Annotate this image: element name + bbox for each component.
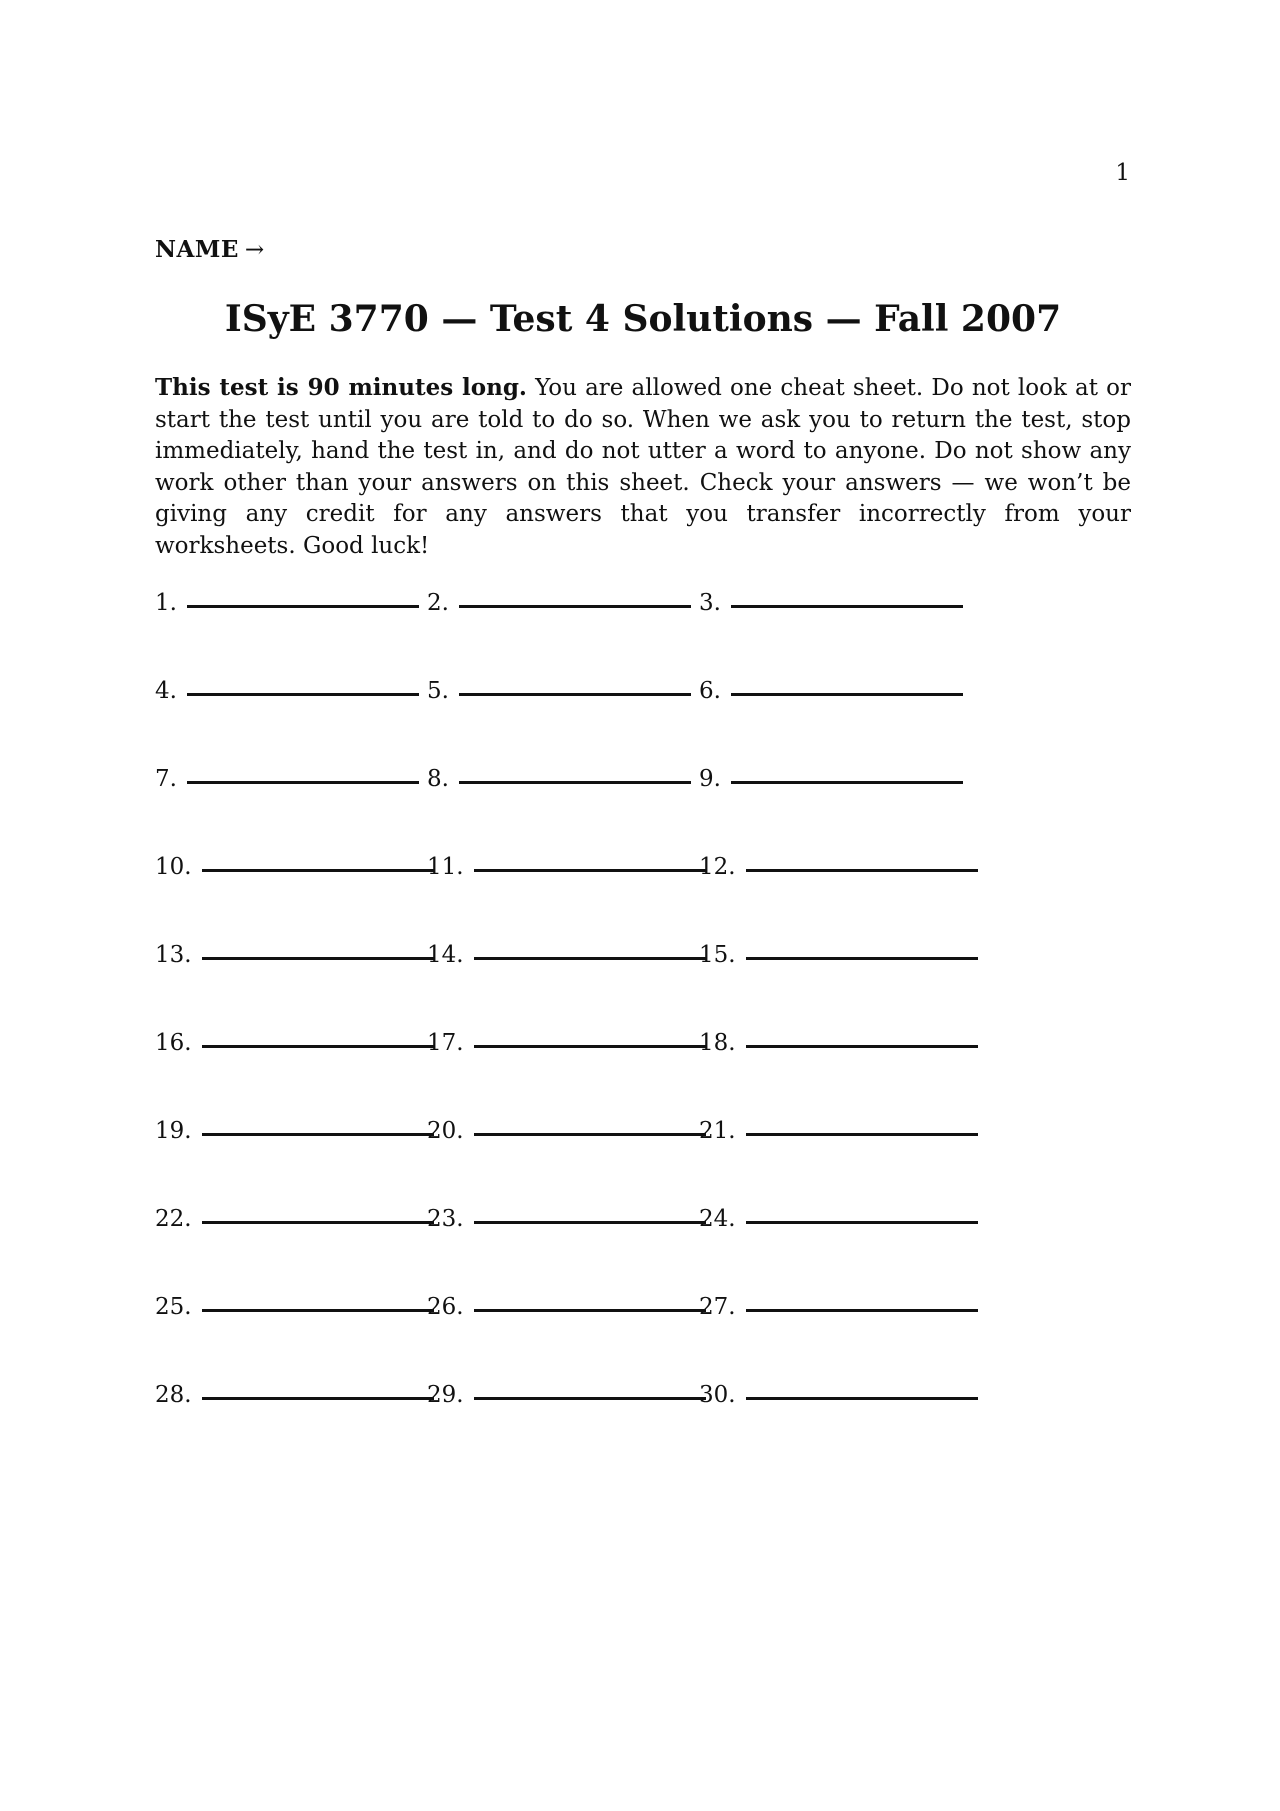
answer-blank-line[interactable] (746, 1221, 978, 1224)
answer-number: 29. (427, 1382, 464, 1408)
answer-row (155, 854, 975, 890)
answer-number: 17. (427, 1030, 464, 1056)
answer-blank-line[interactable] (731, 781, 963, 784)
answer-blank-line[interactable] (746, 957, 978, 960)
answer-number: 26. (427, 1294, 464, 1320)
answer-number: 2. (427, 590, 449, 616)
answer-item (155, 942, 434, 978)
answer-number: 21. (699, 1118, 736, 1144)
answer-number: 14. (427, 942, 464, 968)
answer-number: 23. (427, 1206, 464, 1232)
answer-item (699, 1382, 978, 1418)
answer-item (427, 1206, 706, 1242)
answer-number: 4. (155, 678, 177, 704)
answer-blank-line[interactable] (202, 957, 434, 960)
answer-blank-line[interactable] (474, 1045, 706, 1048)
answer-number: 9. (699, 766, 721, 792)
answer-number: 19. (155, 1118, 192, 1144)
instructions-lead: This test is 90 minutes long. (155, 374, 527, 401)
answer-item (699, 1294, 978, 1330)
answer-blank-line[interactable] (459, 781, 691, 784)
answer-blank-line[interactable] (459, 693, 691, 696)
answer-row (155, 590, 975, 626)
answer-item (427, 1118, 706, 1154)
answer-number: 6. (699, 678, 721, 704)
answer-blank-line[interactable] (202, 1309, 434, 1312)
answer-blank-line[interactable] (202, 1397, 434, 1400)
answer-item (699, 678, 963, 714)
answer-blank-line[interactable] (187, 781, 419, 784)
answer-row (155, 1030, 975, 1066)
answer-number: 13. (155, 942, 192, 968)
answer-item (427, 1294, 706, 1330)
answer-blank-line[interactable] (187, 605, 419, 608)
answer-number: 10. (155, 854, 192, 880)
answer-number: 30. (699, 1382, 736, 1408)
answer-number: 8. (427, 766, 449, 792)
answer-item (699, 590, 963, 626)
answer-number: 20. (427, 1118, 464, 1144)
answer-blank-line[interactable] (474, 1397, 706, 1400)
answer-number: 15. (699, 942, 736, 968)
answer-item (155, 854, 434, 890)
answer-number: 11. (427, 854, 464, 880)
page-number: 1 (1115, 160, 1130, 186)
answer-item (427, 1030, 706, 1066)
answer-row (155, 766, 975, 802)
answer-number: 16. (155, 1030, 192, 1056)
answer-blank-line[interactable] (746, 1397, 978, 1400)
answer-blank-line[interactable] (474, 869, 706, 872)
answer-blank-line[interactable] (202, 1045, 434, 1048)
answer-item (699, 1206, 978, 1242)
answer-item (427, 854, 706, 890)
answer-number: 3. (699, 590, 721, 616)
answer-number: 1. (155, 590, 177, 616)
answer-blank-line[interactable] (731, 693, 963, 696)
answer-blank-line[interactable] (746, 869, 978, 872)
answer-number: 7. (155, 766, 177, 792)
answer-blank-line[interactable] (731, 605, 963, 608)
answer-number: 25. (155, 1294, 192, 1320)
answer-blank-line[interactable] (746, 1309, 978, 1312)
answer-item (427, 590, 691, 626)
answer-item (155, 1382, 434, 1418)
answer-item (155, 590, 419, 626)
answer-item (699, 1118, 978, 1154)
answer-item (155, 1030, 434, 1066)
answer-blank-line[interactable] (202, 869, 434, 872)
answer-row (155, 942, 975, 978)
right-arrow-icon: → (244, 237, 265, 263)
answer-blank-line[interactable] (202, 1221, 434, 1224)
answer-blank-line[interactable] (459, 605, 691, 608)
answer-blank-line[interactable] (474, 1221, 706, 1224)
answer-number: 5. (427, 678, 449, 704)
answer-blank-line[interactable] (474, 1133, 706, 1136)
answer-number: 28. (155, 1382, 192, 1408)
answer-item (427, 766, 691, 802)
answer-row (155, 1118, 975, 1154)
answer-number: 27. (699, 1294, 736, 1320)
answer-number: 18. (699, 1030, 736, 1056)
answer-row (155, 678, 975, 714)
instructions-body: You are allowed one cheat sheet. Do not look at or start the test until you are told to do so. When we ask you to return the test, stop immediately, hand the test in, and do not utter a word to anyone. Do not show any work other than your answers on this sheet. Check your answers — we won’t be giving any credit for any answers that you transfer incorrectly from your worksheets. Good luck! (155, 375, 1131, 559)
answer-blank-line[interactable] (474, 1309, 706, 1312)
answer-row (155, 1382, 975, 1418)
page-title: ISyE 3770 — Test 4 Solutions — Fall 2007 (224, 298, 1062, 340)
answer-item (699, 854, 978, 890)
answer-row (155, 1294, 975, 1330)
answer-item (155, 678, 419, 714)
answer-number: 24. (699, 1206, 736, 1232)
answer-item (427, 1382, 706, 1418)
answer-blank-line[interactable] (187, 693, 419, 696)
answer-item (155, 1118, 434, 1154)
answer-number: 12. (699, 854, 736, 880)
answer-blank-line[interactable] (202, 1133, 434, 1136)
answer-item (427, 942, 706, 978)
name-label-line (155, 236, 265, 263)
answer-blank-line[interactable] (746, 1045, 978, 1048)
answer-item (155, 1206, 434, 1242)
instructions-paragraph (155, 372, 1131, 562)
answer-blank-line[interactable] (474, 957, 706, 960)
answer-row (155, 1206, 975, 1242)
name-label: NAME (155, 236, 239, 263)
answer-item (699, 766, 963, 802)
answer-number: 22. (155, 1206, 192, 1232)
answer-item (699, 1030, 978, 1066)
answer-item (155, 766, 419, 802)
answer-item (155, 1294, 434, 1330)
answer-item (427, 678, 691, 714)
answer-blank-line[interactable] (746, 1133, 978, 1136)
answer-item (699, 942, 978, 978)
